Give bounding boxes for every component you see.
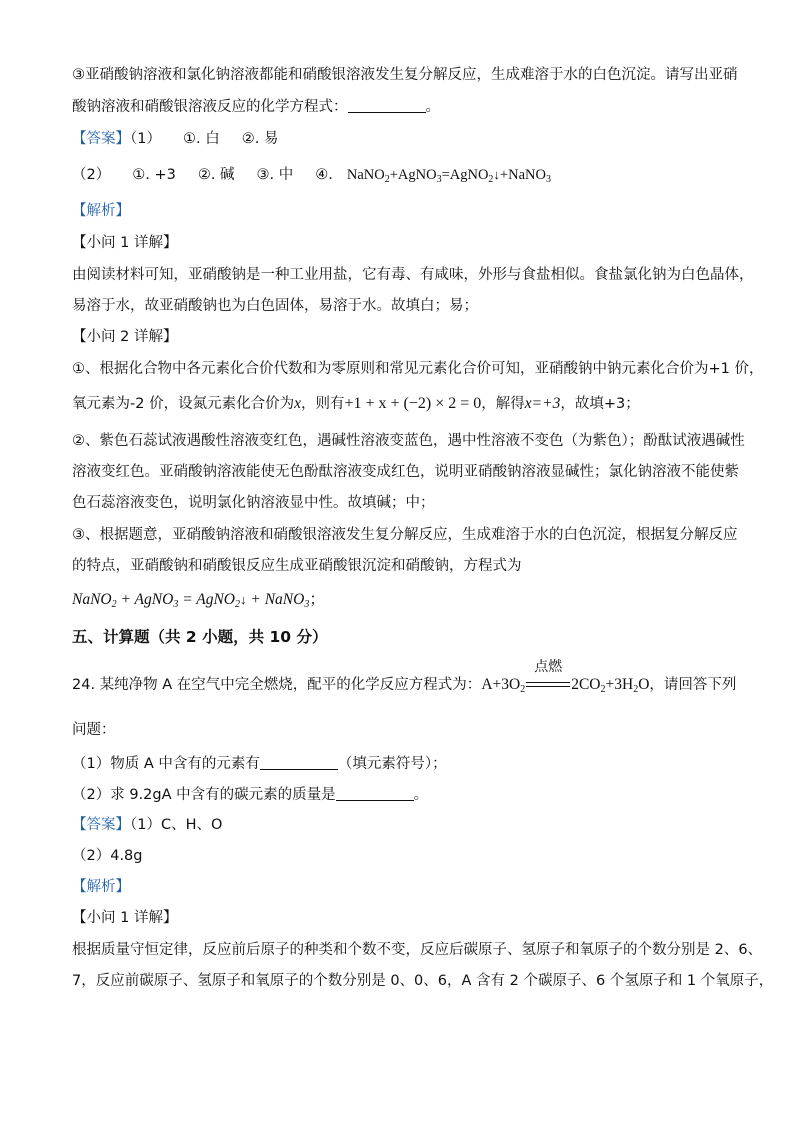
chemical-equation-italic: NaNO$_2$ + AgNO$_3$ = AgNO$_2$↓ + NaNO$_3$； <box>72 591 325 610</box>
sub-question-1-title: 【小问 1 详解】 <box>72 235 178 251</box>
answer-item: ①. +3 <box>132 167 176 183</box>
q24-answer-2: （2）4.8g <box>72 848 143 864</box>
answer-label: 【答案】 <box>72 817 130 833</box>
period: 。 <box>425 99 440 115</box>
answer-row-1 <box>72 129 732 149</box>
chemical-equation: NaNO$_2$+AgNO$_3$=AgNO$_2$↓+NaNO$_3$ <box>346 167 551 185</box>
q24-stem: 24. 某纯净物 A 在空气中完全燃烧，配平的化学反应方程式为：$A+3O_2$ 点燃 $2CO_2+3H_2O$，请回答下列 <box>72 660 737 695</box>
answer-item: ③. 中 <box>256 167 294 183</box>
answer-blank <box>336 786 414 801</box>
sub-question-2-title: 【小问 2 详解】 <box>72 329 178 345</box>
q23-part3-text: 酸钠溶液和硝酸银溶液反应的化学方程式： <box>72 99 348 115</box>
combustion-equation: $A+3O_2$ 点燃 $2CO_2+3H_2O$ <box>481 660 650 695</box>
section-title: 五、计算题（共 2 小题，共 10 分） <box>72 628 328 646</box>
answer-label: 【答案】 <box>72 131 130 147</box>
answer-part-2: （2） <box>72 167 111 183</box>
q23-part3-line2 <box>72 97 732 117</box>
analysis-label: 【解析】 <box>72 879 130 895</box>
analysis-text: ③、根据题意，亚硝酸钠溶液和硝酸银溶液发生复分解反应，生成难溶于水的白色沉淀，根据复分解反应 <box>72 527 738 543</box>
answer-item: ④. <box>315 167 333 183</box>
analysis-text-with-equation: 氧元素为-2 价，设氮元素化合价为x，则有+1 + x + (−2) × 2 = 0，解得x=+3，故填+3； <box>72 395 640 412</box>
sub-question-1-title: 【小问 1 详解】 <box>72 910 178 926</box>
answer-blank <box>348 98 426 113</box>
analysis-text: 色石蕊溶液变色，说明氯化钠溶液显中性。故填碱；中； <box>72 495 435 511</box>
q23-part3-line1: ③亚硝酸钠溶液和氯化钠溶液都能和硝酸银溶液发生复分解反应，生成难溶于水的白色沉淀。请写出亚硝 <box>72 67 738 83</box>
analysis-text: 由阅读材料可知，亚硝酸钠是一种工业用盐，它有毒、有咸味，外形与食盐相似。食盐氯化钠为白色晶体， <box>72 267 754 283</box>
analysis-label: 【解析】 <box>72 203 130 219</box>
analysis-text: ②、紫色石蕊试液遇酸性溶液变红色，遇碱性溶液变蓝色，遇中性溶液不变色（为紫色）；酚酞试液遇碱性 <box>72 433 745 449</box>
q24-question-1: （1）物质 A 中含有的元素有 （填元素符号）； <box>72 756 447 772</box>
answer-blank <box>260 755 338 770</box>
reaction-condition: 点燃 <box>526 677 570 697</box>
analysis-text: 溶液变红色。亚硝酸钠溶液能使无色酚酞溶液变成红色，说明亚硝酸钠溶液显碱性；氯化钠溶液不能使紫 <box>72 464 739 480</box>
answer-part-1: （1） <box>130 131 161 147</box>
analysis-text: ①、根据化合物中各元素化合价代数和为零原则和常见元素化合价可知，亚硝酸钠中钠元素化合价为+1 价， <box>72 361 764 377</box>
analysis-text: 易溶于水，故亚硝酸钠也为白色固体，易溶于水。故填白；易； <box>72 298 478 314</box>
answer-item: ②. 碱 <box>197 167 235 183</box>
analysis-text: 7，反应前碳原子、氢原子和氧原子的个数分别是 0、0、6，A 含有 2 个碳原子、6 个氢原子和 1 个氧原子， <box>72 973 774 989</box>
analysis-text: 的特点，亚硝酸钠和硝酸银反应生成亚硝酸银沉淀和硝酸钠，方程式为 <box>72 558 522 574</box>
analysis-text: 根据质量守恒定律，反应前后原子的种类和个数不变，反应后碳原子、氢原子和氧原子的个数分别是 2、6、 <box>72 942 763 958</box>
answer-item: ②. 易 <box>241 131 279 147</box>
q24-stem-cont: 问题： <box>72 722 116 738</box>
answer-item: ①. 白 <box>182 131 220 147</box>
q24-question-2: （2）求 9.2gA 中含有的碳元素的质量是 。 <box>72 787 429 803</box>
valence-equation: +1 + x + (−2) × 2 = 0 <box>344 395 482 412</box>
q24-answer-1: 【答案】（1）C、H、O <box>72 817 223 833</box>
answer-row-2 <box>72 165 732 185</box>
